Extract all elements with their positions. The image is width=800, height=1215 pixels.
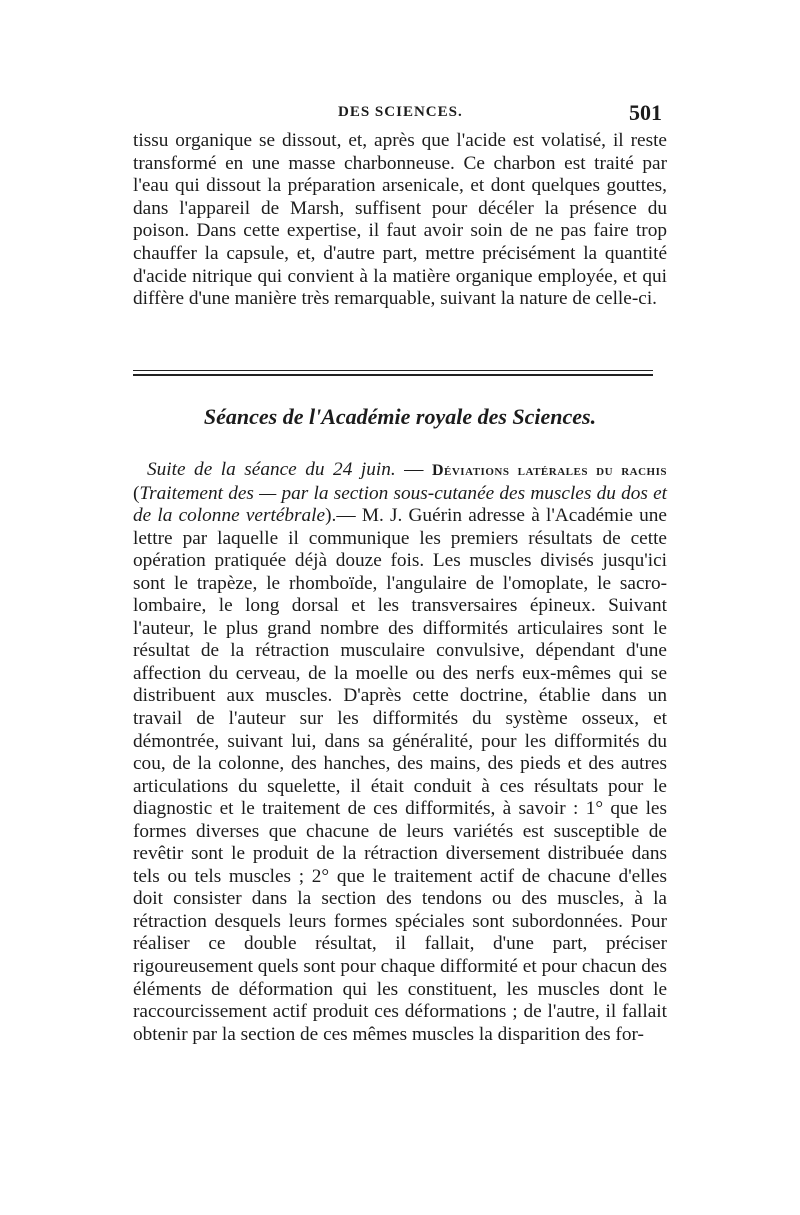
dash: — bbox=[395, 459, 432, 480]
paren-close: ). bbox=[325, 505, 337, 527]
lead-italic: Suite de la séance du bbox=[147, 459, 325, 480]
continued-paragraph: tissu organique se dissout, et, après que l'acide est volatisé, il reste transformé en une masse charbonneuse. Ce charbon est traité par l'eau qui dissout la préparation arsenicale, et dont quelques gouttes, dans l'appareil de Marsh, suffisent pour décéler la présence du poison. Dans cette expertise, il faut avoir soin de ne pas faire trop chauffer la capsule, et, d'autre part, mettre précisément la quantité d'acide nitrique qui convient à la matière organique employée, et qui diffère d'une manière très remarquable, suivant la nature de celle-ci. bbox=[133, 130, 667, 310]
section-paragraph bbox=[133, 459, 667, 1046]
paren-open: ( bbox=[133, 482, 140, 504]
section-title: Séances de l'Académie royale des Sciences. bbox=[203, 404, 597, 429]
section-rule-thick bbox=[133, 374, 653, 376]
running-header bbox=[133, 100, 668, 128]
page-number: 501 bbox=[629, 100, 662, 125]
article-heading: Déviations latérales du rachis bbox=[431, 462, 667, 479]
running-title: DES SCIENCES. bbox=[338, 104, 463, 120]
article-subheading: Traitement des — par la section sous-cutanée des muscles du dos et de la colonne vertébrale bbox=[133, 482, 667, 527]
session-date: 24 juin. bbox=[333, 459, 396, 480]
article-body: — M. J. Guérin adresse à l'Académie une lettre par laquelle il communique les premiers résultats de cette opération pratiquée déjà douze fois. Les muscles divisés jusqu'ici sont le trapèze, le rhomboïde, l'angulaire de l'omoplate, le sacro-lombaire, le long dorsal et les transversaires épineux. Suivant l'auteur, le plus grand nombre des difformités articulaires sont le résultat de la rétraction musculaire convulsive, dépendant d'une affection du cerveau, de la moelle ou des nerfs eux-mêmes qui se distribuent aux muscles. D'après cette doctrine, établie dans un travail de l'auteur sur les difformités du système osseux, et démontrée, suivant lui, dans sa généralité, pour les difformités du cou, de la colonne, des hanches, des mains, des pieds et des autres articulations du squelette, il était conduit à ces résultats pour le diagnostic et le traitement de ces difformités, à savoir : 1° que les formes diverses que chacune de leurs variétés est susceptible de revêtir sont le produit de la rétraction diversement distribuée dans tels ou tels muscles ; 2° que le traitement actif de chacune d'elles doit consister dans la section des tendons ou des muscles, à la rétraction desquels leurs formes spéciales sont subordonnées. Pour réaliser ce double résultat, il fallait, d'une part, préciser rigoureusement quels sont pour chaque difformité et pour chacun des éléments de déformation qui les constituent, les muscles dont le raccourcissement actif produit ces déformations ; de l'autre, il fallait obtenir par la section de ces mêmes muscles la disparition des for- bbox=[133, 505, 667, 1045]
section-rule-thin bbox=[133, 370, 653, 371]
